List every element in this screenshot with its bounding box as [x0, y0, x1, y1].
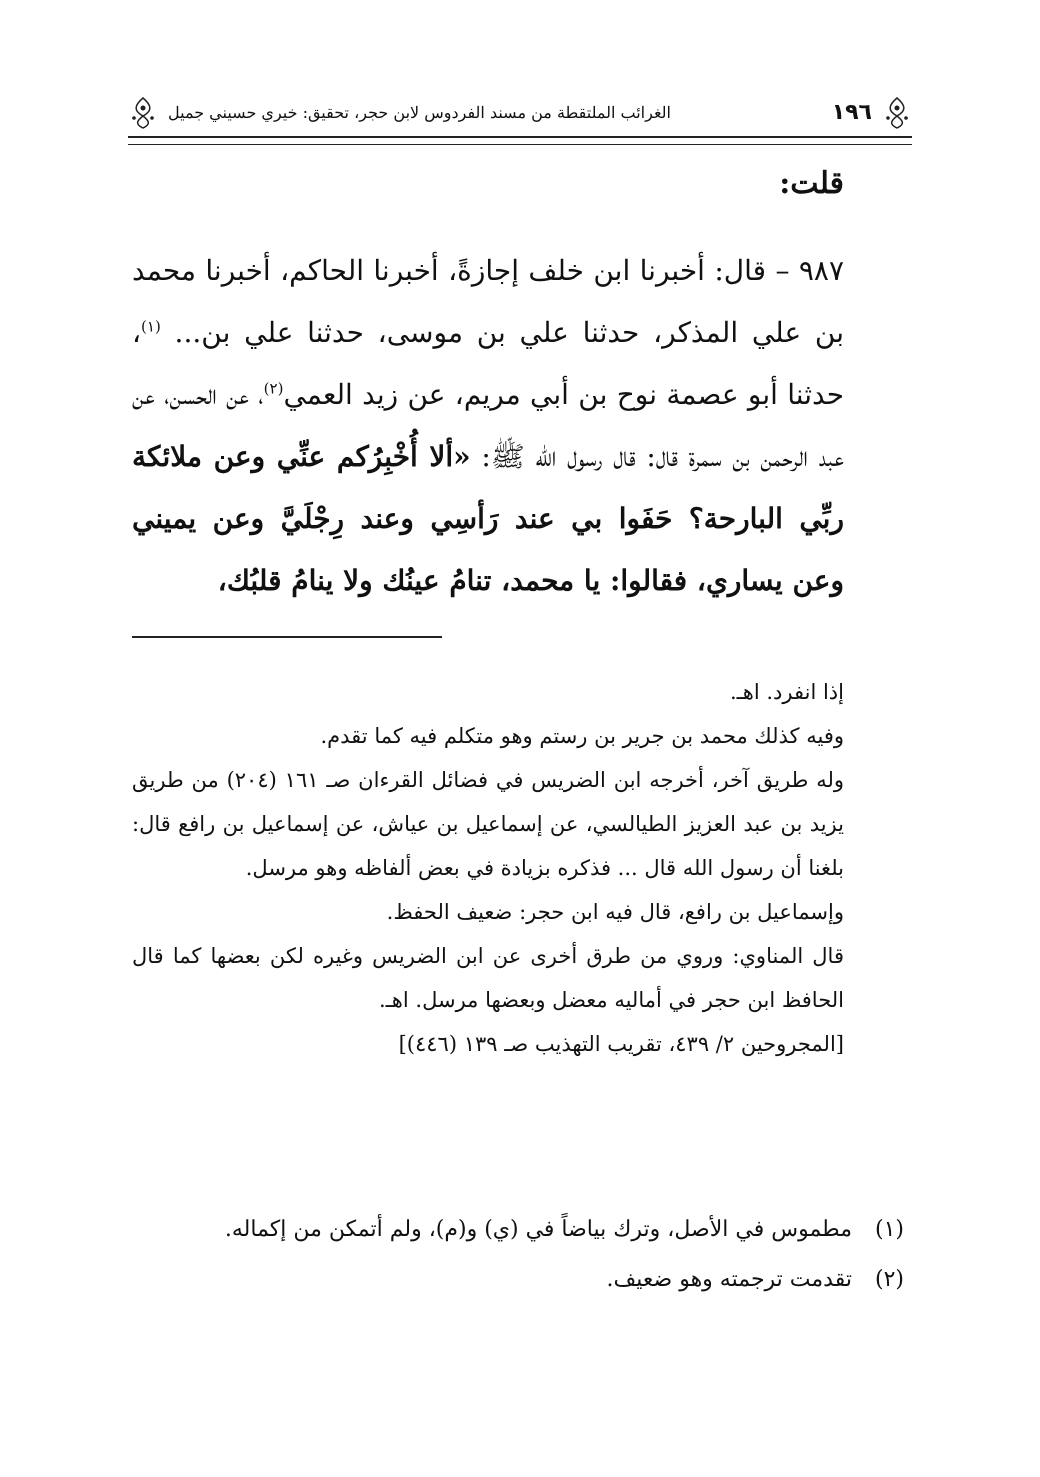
footnote-ref-1[interactable]: (١) [141, 317, 161, 336]
main-text [132, 240, 844, 612]
section-heading: قلت: [779, 166, 844, 201]
footnote-separator [132, 636, 442, 638]
footnote-number: (٢) [874, 1267, 904, 1292]
note-paragraph: وله طريق آخر، أخرجه ابن الضريس في فضائل القرءان صـ ١٦١ (٢٠٤) من طريق يزيد بن عبد العزيز الطيالسي، عن إسماعيل بن عياش، عن إسماعيل بن رافع قال: بلغنا أن رسول الله قال ... فذكره بزيادة في بعض ألفاظه وهو مرسل. [132, 768, 845, 880]
footnote-text: تقدمت ترجمته وهو ضعيف. [606, 1267, 852, 1292]
footnote-ref-2[interactable]: (٢) [263, 379, 284, 398]
hadith-isnad: ٩٨٧ – قال: أخبرنا ابن خلف إجازةً، أخبرنا الحاكم، أخبرنا محمد بن علي المذكر، حدثنا علي بن موسى، حدثنا علي بن... [132, 254, 844, 349]
footnote-item [132, 1208, 904, 1252]
page-number: ١٩٦ [831, 100, 872, 125]
footnote-number: (١) [874, 1217, 904, 1242]
note-paragraph: قال المناوي: وروي من طرق أخرى عن ابن الضريس وغيره لكن بعضها كما قال الحافظ ابن حجر في أماليه معضل وبعضها مرسل. اهـ. [132, 944, 844, 1012]
notes-block [132, 670, 904, 1292]
hadith-matn: «ألا أُخْبِرُكم عنِّي وعن ملائكة ربِّي البارحة؟ حَفَوا بي عند رَأسِي وعند رِجْلَيَّ وعن يميني وعن يساري، فقالوا: يا محمد، تنامُ عينُك ولا ينامُ قلبُك، [132, 440, 844, 597]
note-paragraph: إذا انفرد. اهـ. [729, 680, 844, 704]
header-rule [128, 136, 912, 145]
running-header [128, 92, 912, 148]
floral-ornament-icon [882, 96, 912, 130]
footnote-text: مطموس في الأصل، وترك بياضاً في (ي) و(م)، ولم أتمكن من إكماله. [224, 1217, 852, 1242]
note-paragraph: [المجروحين ٢/ ٤٣٩، تقريب التهذيب صـ ١٣٩ (٤٤٦)] [398, 1032, 844, 1056]
hadith-isnad-continued: ، حدثنا أبو عصمة نوح بن أبي مريم، عن زيد العمي [132, 316, 844, 411]
running-title: الغرائب الملتقطة من مسند الفردوس لابن حجر، تحقيق: خيري حسيني جميل [168, 103, 671, 122]
footnote-list [132, 1208, 904, 1302]
hadith-isnad-end: ، عن الحسن، عن عبد الرحمن بن سمرة قال: قال رسول الله ﷺ: [132, 378, 844, 473]
floral-ornament-icon [128, 96, 158, 130]
note-paragraph: وإسماعيل بن رافع، قال فيه ابن حجر: ضعيف الحفظ. [386, 900, 844, 924]
note-paragraph: وفيه كذلك محمد بن جرير بن رستم وهو متكلم فيه كما تقدم. [320, 724, 844, 748]
footnote-item [132, 1258, 904, 1302]
